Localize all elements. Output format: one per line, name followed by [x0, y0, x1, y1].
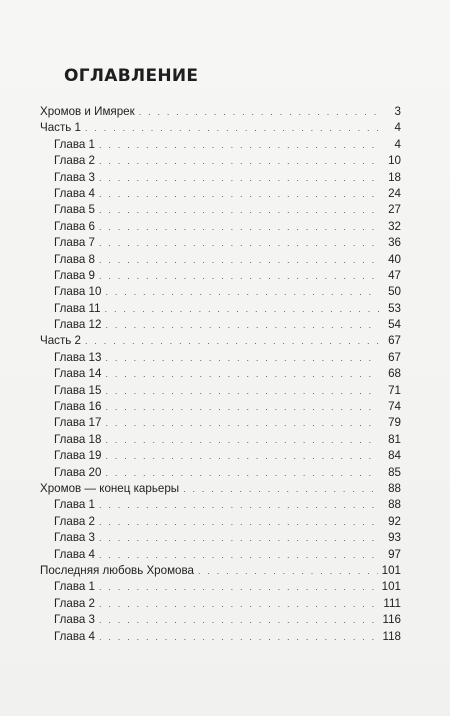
- toc-entry-page-number: 40: [388, 252, 401, 266]
- toc-chapter-entry: [40, 383, 401, 399]
- toc-chapter-entry: [40, 170, 401, 186]
- dot-leader: [85, 333, 379, 349]
- dot-leader: [105, 301, 379, 317]
- toc-chapter-entry: [40, 235, 401, 251]
- toc-section-entry: [40, 104, 401, 120]
- dot-leader: [183, 481, 379, 497]
- toc-entry-page-number: 4: [394, 121, 401, 135]
- toc-chapter-entry: [40, 514, 401, 530]
- toc-entry-label: Глава 19: [54, 449, 102, 463]
- toc-chapter-entry: [40, 350, 401, 366]
- toc-chapter-entry: [40, 268, 401, 284]
- toc-entry-page-number: 4: [394, 137, 401, 151]
- toc-entry-label: Часть 2: [40, 334, 81, 348]
- toc-entry-label: Глава 1: [54, 580, 95, 594]
- toc-entry-label: Хромов — конец карьеры: [40, 481, 180, 495]
- toc-entry-label: Глава 7: [54, 236, 95, 250]
- toc-entry-page-number: 36: [388, 236, 401, 250]
- table-of-contents: [40, 104, 401, 645]
- dot-leader: [105, 432, 379, 448]
- toc-entry-page-number: 18: [388, 170, 401, 184]
- dot-leader: [99, 219, 379, 235]
- dot-leader: [85, 120, 379, 136]
- dot-leader: [105, 383, 379, 399]
- dot-leader: [99, 612, 379, 628]
- toc-entry-label: Глава 17: [54, 416, 102, 430]
- toc-entry-page-number: 54: [388, 318, 401, 332]
- toc-entry-page-number: 68: [388, 367, 401, 381]
- toc-section-entry: [40, 481, 401, 497]
- toc-entry-label: Глава 1: [54, 137, 95, 151]
- toc-entry-label: Глава 2: [54, 596, 95, 610]
- toc-entry-page-number: 93: [388, 531, 401, 545]
- toc-chapter-entry: [40, 497, 401, 513]
- dot-leader: [99, 497, 379, 513]
- page-title: ОГЛАВЛЕНИЕ: [64, 66, 199, 86]
- toc-entry-page-number: 53: [388, 301, 401, 315]
- dot-leader: [105, 465, 379, 481]
- dot-leader: [105, 350, 379, 366]
- toc-entry-page-number: 101: [381, 580, 401, 594]
- toc-chapter-entry: [40, 547, 401, 563]
- toc-chapter-entry: [40, 252, 401, 268]
- toc-entry-label: Глава 1: [54, 498, 95, 512]
- toc-entry-page-number: 27: [388, 203, 401, 217]
- toc-entry-label: Глава 6: [54, 219, 95, 233]
- toc-entry-label: Глава 2: [54, 154, 95, 168]
- toc-entry-page-number: 111: [383, 596, 401, 610]
- toc-entry-page-number: 50: [388, 285, 401, 299]
- toc-entry-page-number: 118: [382, 629, 401, 643]
- toc-entry-label: Глава 18: [54, 432, 102, 446]
- dot-leader: [99, 186, 379, 202]
- dot-leader: [105, 317, 379, 333]
- toc-chapter-entry: [40, 465, 401, 481]
- toc-entry-label: Глава 13: [54, 350, 102, 364]
- toc-section-entry: [40, 563, 401, 579]
- dot-leader: [99, 530, 379, 546]
- toc-chapter-entry: [40, 317, 401, 333]
- toc-entry-label: Глава 11: [54, 301, 101, 315]
- toc-chapter-entry: [40, 432, 401, 448]
- dot-leader: [99, 268, 379, 284]
- toc-chapter-entry: [40, 530, 401, 546]
- toc-chapter-entry: [40, 579, 401, 595]
- dot-leader: [99, 137, 379, 153]
- toc-entry-page-number: 116: [382, 613, 401, 627]
- toc-entry-page-number: 81: [388, 432, 401, 446]
- toc-entry-page-number: 92: [388, 514, 401, 528]
- toc-entry-label: Глава 8: [54, 252, 95, 266]
- dot-leader: [99, 235, 379, 251]
- toc-entry-label: Глава 9: [54, 268, 95, 282]
- toc-entry-label: Глава 4: [54, 629, 95, 643]
- dot-leader: [99, 170, 379, 186]
- toc-entry-label: Глава 2: [54, 514, 95, 528]
- toc-chapter-entry: [40, 399, 401, 415]
- toc-entry-label: Глава 5: [54, 203, 95, 217]
- dot-leader: [139, 104, 379, 120]
- toc-chapter-entry: [40, 629, 401, 645]
- toc-entry-page-number: 84: [388, 449, 401, 463]
- toc-entry-page-number: 85: [388, 465, 401, 479]
- toc-entry-label: Глава 16: [54, 400, 102, 414]
- toc-entry-label: Глава 4: [54, 547, 95, 561]
- toc-section-entry: [40, 333, 401, 349]
- toc-entry-page-number: 88: [388, 481, 401, 495]
- toc-entry-label: Глава 4: [54, 186, 95, 200]
- toc-chapter-entry: [40, 186, 401, 202]
- toc-entry-label: Часть 1: [40, 121, 81, 135]
- toc-chapter-entry: [40, 153, 401, 169]
- dot-leader: [99, 629, 379, 645]
- toc-entry-label: Глава 3: [54, 531, 95, 545]
- dot-leader: [105, 448, 379, 464]
- toc-chapter-entry: [40, 284, 401, 300]
- dot-leader: [99, 514, 379, 530]
- toc-entry-page-number: 97: [388, 547, 401, 561]
- toc-entry-label: Глава 3: [54, 170, 95, 184]
- toc-chapter-entry: [40, 366, 401, 382]
- toc-chapter-entry: [40, 612, 401, 628]
- dot-leader: [105, 366, 379, 382]
- dot-leader: [99, 153, 379, 169]
- toc-chapter-entry: [40, 137, 401, 153]
- toc-entry-label: Глава 14: [54, 367, 102, 381]
- dot-leader: [99, 202, 379, 218]
- dot-leader: [99, 547, 379, 563]
- dot-leader: [105, 415, 379, 431]
- toc-entry-page-number: 47: [388, 268, 401, 282]
- toc-chapter-entry: [40, 301, 401, 317]
- toc-entry-label: Глава 12: [54, 318, 102, 332]
- toc-chapter-entry: [40, 596, 401, 612]
- toc-entry-label: Глава 20: [54, 465, 102, 479]
- toc-entry-page-number: 24: [388, 186, 401, 200]
- toc-entry-page-number: 10: [388, 154, 401, 168]
- toc-entry-page-number: 67: [388, 334, 401, 348]
- dot-leader: [99, 596, 379, 612]
- toc-entry-page-number: 74: [388, 400, 401, 414]
- toc-entry-page-number: 32: [388, 219, 401, 233]
- dot-leader: [105, 399, 379, 415]
- toc-entry-page-number: 67: [388, 350, 401, 364]
- toc-chapter-entry: [40, 415, 401, 431]
- dot-leader: [99, 252, 379, 268]
- toc-entry-label: Глава 3: [54, 613, 95, 627]
- toc-entry-page-number: 3: [394, 105, 401, 118]
- toc-entry-label: Глава 15: [54, 383, 102, 397]
- toc-entry-page-number: 88: [388, 498, 401, 512]
- toc-entry-page-number: 101: [381, 563, 401, 577]
- dot-leader: [198, 563, 378, 579]
- toc-chapter-entry: [40, 202, 401, 218]
- dot-leader: [105, 284, 379, 300]
- toc-entry-label: Последняя любовь Хромова: [40, 563, 194, 577]
- toc-entry-page-number: 71: [388, 383, 401, 397]
- toc-entry-page-number: 79: [388, 416, 401, 430]
- toc-chapter-entry: [40, 219, 401, 235]
- dot-leader: [99, 579, 378, 595]
- toc-entry-label: Глава 10: [54, 285, 102, 299]
- toc-section-entry: [40, 120, 401, 136]
- toc-chapter-entry: [40, 448, 401, 464]
- toc-entry-label: Хромов и Имярек: [40, 105, 135, 118]
